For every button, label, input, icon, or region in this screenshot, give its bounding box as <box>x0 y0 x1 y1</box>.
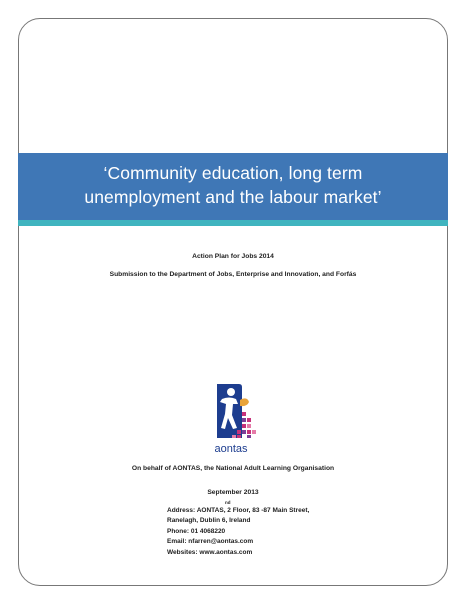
document-title-line-1: ‘Community education, long term <box>103 163 363 183</box>
address-line-2: Ranelagh, Dublin 6, Ireland <box>167 517 251 525</box>
subtitle-action-plan: Action Plan for Jobs 2014 <box>192 253 274 260</box>
document-title-line-2: unemployment and the labour market’ <box>84 187 382 207</box>
phone-line: Phone: 01 4068220 <box>167 527 226 535</box>
aontas-wordmark: aontas <box>214 443 248 455</box>
document-title <box>18 161 448 209</box>
date-line: September 2013 <box>207 489 259 496</box>
address-line-1: Address: AONTAS, 2 Floor, 83 -87 Main Street, <box>167 507 310 514</box>
on-behalf-line: On behalf of AONTAS, the National Adult Learning Organisation <box>131 465 335 472</box>
address-superscript: nd <box>225 500 231 505</box>
page-frame <box>18 18 448 586</box>
aontas-figure-logo-icon <box>209 382 261 456</box>
title-accent-stripe <box>18 220 448 226</box>
websites-line: Websites: www.aontas.com <box>167 548 253 556</box>
subtitle-submission: Submission to the Department of Jobs, Enterprise and Innovation, and Forfás <box>109 271 357 278</box>
email-line: Email: nfarren@aontas.com <box>167 538 254 546</box>
aontas-logo <box>209 382 261 456</box>
contact-block <box>167 500 310 558</box>
